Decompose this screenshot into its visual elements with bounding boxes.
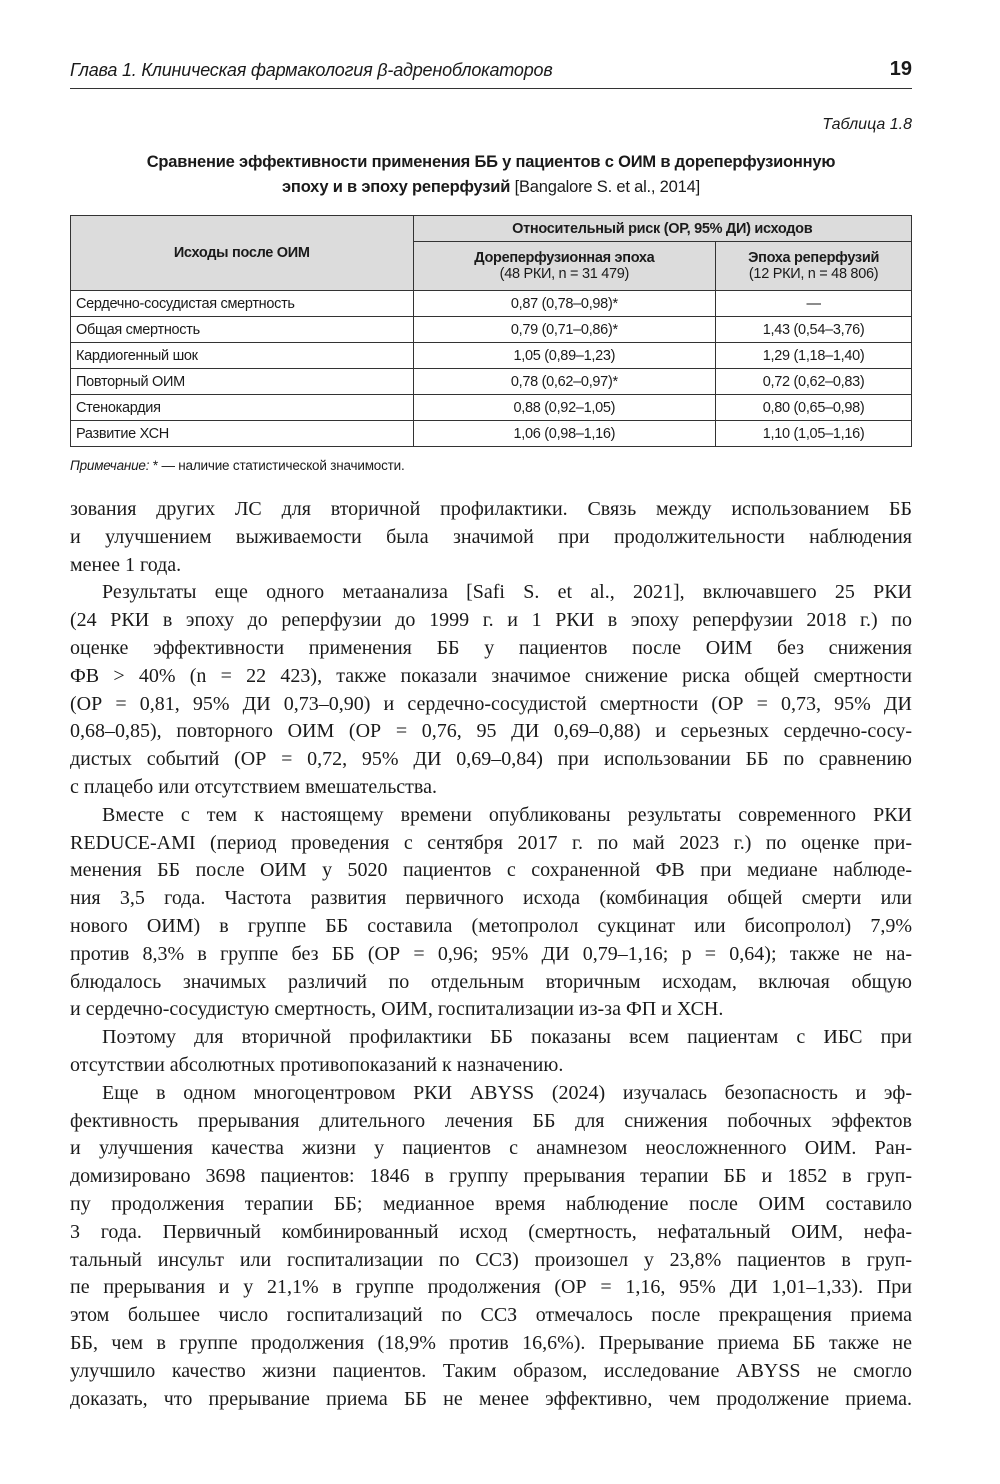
text-line: нового ОИМ) в группе ББ составила (метопролол сукцинат или бисопролол) 7,9% bbox=[70, 914, 912, 937]
text-line: Еще в одном многоцентровом РКИ ABYSS (2024) изучалась безопасность и эф- bbox=[102, 1081, 912, 1104]
cell-pre: 1,06 (0,98–1,16) bbox=[413, 421, 716, 447]
paragraph bbox=[70, 579, 912, 801]
table-row bbox=[71, 291, 912, 317]
table-label: Таблица 1.8 bbox=[822, 116, 912, 133]
text-line: и сердечно-сосудистую смертность, ОИМ, госпитализации из-за ФП и ХСН. bbox=[70, 998, 724, 1021]
text-line: ББ, чем в группе продолжения (18,9% против 16,6%). Прерывание приема ББ также не bbox=[70, 1331, 912, 1354]
header-rep bbox=[716, 242, 912, 291]
cell-outcome: Общая смертность bbox=[71, 317, 414, 343]
text-line: (24 РКИ в эпоху до реперфузии до 1999 г. и 1 РКИ в эпоху реперфузии 2018 г.) по bbox=[70, 609, 912, 632]
text-line: ния 3,5 года. Частота развития первичного исхода (комбинация общей смерти или bbox=[70, 887, 912, 910]
running-header bbox=[70, 58, 912, 89]
header-rep-sub: (12 РКИ, n = 48 806) bbox=[748, 266, 879, 282]
results-table bbox=[70, 215, 912, 447]
table-row bbox=[71, 421, 912, 447]
table-title bbox=[70, 150, 912, 200]
cell-rep: 1,10 (1,05–1,16) bbox=[716, 421, 912, 447]
note-label: Примечание: bbox=[70, 458, 150, 473]
cell-outcome: Кардиогенный шок bbox=[71, 343, 414, 369]
text-line: доказать, что прерывание приема ББ не менее эффективно, чем продолжение приема. bbox=[70, 1387, 912, 1410]
table-title-line1: Сравнение эффективности применения ББ у пациентов с ОИМ в дореперфузионную bbox=[146, 153, 836, 171]
text-line: отсутствии абсолютных противопоказаний к назначению. bbox=[70, 1053, 564, 1076]
text-line: фективность прерывания длительного лечения ББ для снижения побочных эффектов bbox=[70, 1109, 912, 1132]
cell-pre: 0,87 (0,78–0,98)* bbox=[413, 291, 716, 317]
body-text bbox=[70, 496, 912, 1413]
cell-rep: — bbox=[716, 291, 912, 317]
text-line: ФВ > 40% (n = 22 423), также показали значимое снижение риска общей смертности bbox=[70, 664, 912, 687]
cell-outcome: Сердечно-сосудистая смертность bbox=[71, 291, 414, 317]
table-row bbox=[71, 343, 912, 369]
chapter-title: Глава 1. Клиническая фармакология β-адреноблокаторов bbox=[70, 60, 553, 80]
text-line: пе прерывания и у 21,1% в группе продолжения (ОР = 1,16, 95% ДИ 1,01–1,33). При bbox=[70, 1276, 912, 1299]
text-line: дистых событий (ОР = 0,72, 95% ДИ 0,69–0,84) при использовании ББ по сравнению bbox=[70, 748, 912, 771]
cell-rep: 0,80 (0,65–0,98) bbox=[716, 395, 912, 421]
text-line: блюдалось значимых различий по отдельным вторичным исходам, включая общую bbox=[70, 970, 912, 993]
page-number: 19 bbox=[889, 58, 912, 80]
text-line: и улучшением выживаемости была значимой при продолжительности наблюдения bbox=[70, 525, 912, 548]
header-group: Относительный риск (ОР, 95% ДИ) исходов bbox=[413, 216, 911, 242]
text-line: 3 года. Первичный комбинированный исход (смертность, нефатальный ОИМ, нефа- bbox=[70, 1220, 912, 1243]
cell-pre: 1,05 (0,89–1,23) bbox=[413, 343, 716, 369]
text-line: тальный инсульт или госпитализации по ССЗ) произошел у 23,8% пациентов в груп- bbox=[70, 1248, 912, 1271]
cell-outcome: Повторный ОИМ bbox=[71, 369, 414, 395]
text-line: (ОР = 0,81, 95% ДИ 0,73–0,90) и сердечно-сосудистой смертности (ОР = 0,73, 95% ДИ bbox=[70, 692, 912, 715]
table-title-line2: эпоху и в эпоху реперфузий bbox=[282, 178, 511, 196]
text-line: этом большее число госпитализаций по ССЗ отмечалось после прекращения приема bbox=[70, 1304, 912, 1327]
note-text: * — наличие статистической значимости. bbox=[149, 458, 405, 473]
header-rep-title: Эпоха реперфузий bbox=[748, 250, 880, 266]
text-line: пу продолжения терапии ББ; медианное время наблюдение после ОИМ составило bbox=[70, 1192, 912, 1215]
text-line: Вместе с тем к настоящему времени опубликованы результаты современного РКИ bbox=[102, 803, 912, 826]
text-line: зования других ЛС для вторичной профилактики. Связь между использованием ББ bbox=[70, 498, 912, 520]
paragraph bbox=[70, 802, 912, 1024]
text-line: REDUCE-AMI (период проведения с сентября 2017 г. по май 2023 г.) по оценке при- bbox=[70, 831, 912, 854]
cell-rep: 1,43 (0,54–3,76) bbox=[716, 317, 912, 343]
paragraph bbox=[70, 1080, 912, 1414]
table-note bbox=[70, 458, 405, 473]
text-line: Результаты еще одного метаанализа [Safi S. et al., 2021], включавшего 25 РКИ bbox=[102, 581, 912, 604]
text-line: с плацебо или отсутствием вмешательства. bbox=[70, 775, 437, 798]
cell-pre: 0,88 (0,92–1,05) bbox=[413, 395, 716, 421]
header-pre-sub: (48 РКИ, n = 31 479) bbox=[499, 266, 630, 282]
text-line: 0,68–0,85), повторного ОИМ (ОР = 0,76, 95 ДИ 0,69–0,88) и серьезных сердечно-сосу- bbox=[70, 720, 912, 743]
cell-pre: 0,79 (0,71–0,86)* bbox=[413, 317, 716, 343]
table-title-ref: [Bangalore S. et al., 2014] bbox=[514, 178, 700, 196]
text-line: оценке эффективности применения ББ у пациентов после ОИМ без снижения bbox=[70, 636, 912, 659]
text-line: улучшило качество жизни пациентов. Таким образом, исследование ABYSS не смогло bbox=[70, 1359, 912, 1382]
text-line: менее 1 года. bbox=[70, 553, 182, 576]
text-line: менения ББ после ОИМ у 5020 пациентов с сохраненной ФВ при медиане наблюде- bbox=[70, 859, 912, 882]
paragraph bbox=[70, 1024, 912, 1080]
cell-pre: 0,78 (0,62–0,97)* bbox=[413, 369, 716, 395]
text-line: домизировано 3698 пациентов: 1846 в группу прерывания терапии ББ и 1852 в груп- bbox=[70, 1165, 912, 1188]
text-line: Поэтому для вторичной профилактики ББ показаны всем пациентам с ИБС при bbox=[102, 1026, 912, 1049]
text-line: и улучшения качества жизни у пациентов с анамнезом неосложненного ОИМ. Ран- bbox=[70, 1137, 912, 1160]
text-line: против 8,3% в группе без ББ (ОР = 0,96; 95% ДИ 0,79–1,16; p = 0,64); также не на- bbox=[70, 942, 912, 965]
header-outcome: Исходы после ОИМ bbox=[71, 216, 414, 291]
cell-outcome: Развитие ХСН bbox=[71, 421, 414, 447]
table-row bbox=[71, 317, 912, 343]
paragraph bbox=[70, 496, 912, 579]
cell-rep: 0,72 (0,62–0,83) bbox=[716, 369, 912, 395]
cell-outcome: Стенокардия bbox=[71, 395, 414, 421]
cell-rep: 1,29 (1,18–1,40) bbox=[716, 343, 912, 369]
header-pre-title: Дореперфузионная эпоха bbox=[474, 250, 655, 266]
table-row bbox=[71, 395, 912, 421]
header-pre bbox=[413, 242, 716, 291]
table-row bbox=[71, 369, 912, 395]
